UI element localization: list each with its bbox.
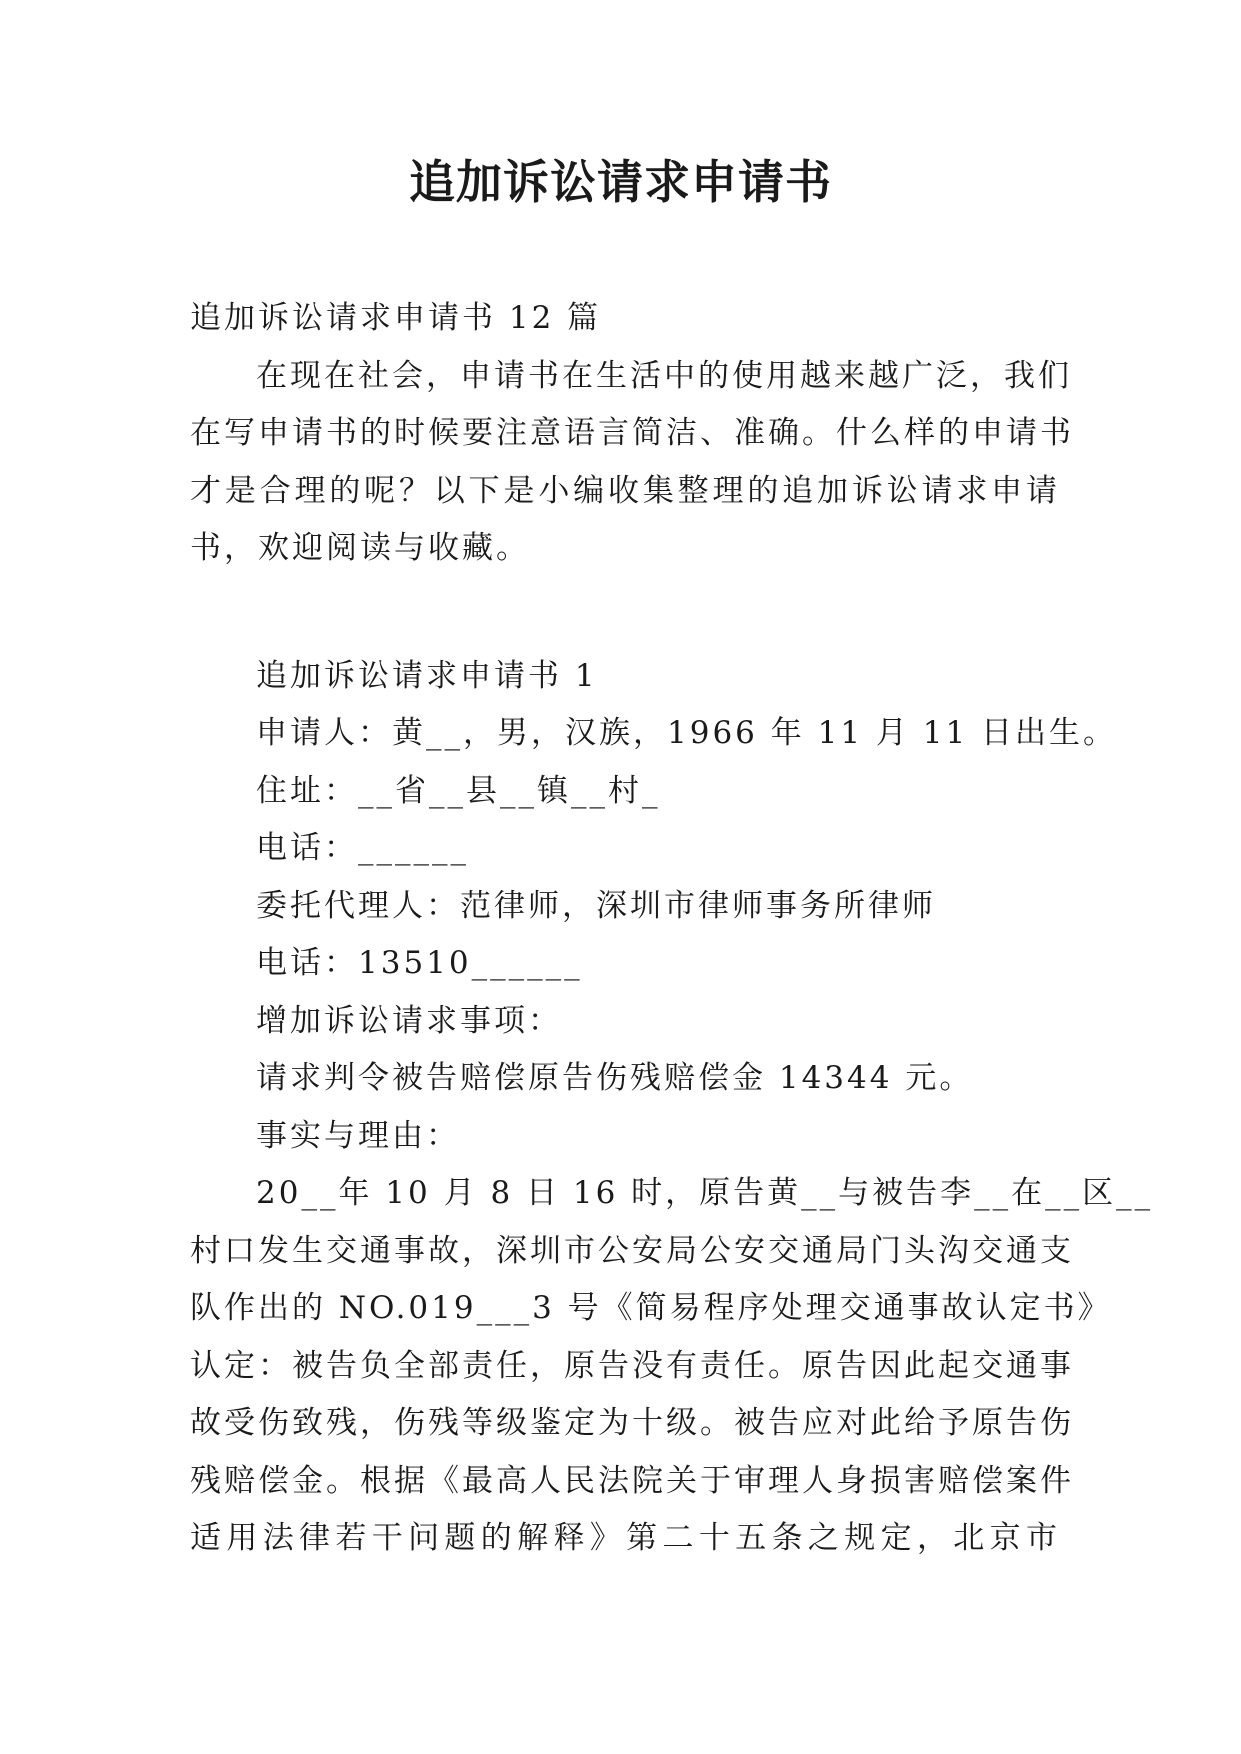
document-subtitle: 追加诉讼请求申请书 12 篇 [190,300,602,336]
intro-line: 才是合理的呢？以下是小编收集整理的追加诉讼请求申请 [190,472,1060,509]
field-applicant: 申请人：黄__，男，汉族，1966 年 11 月 11 日出生。 [256,715,1118,751]
document-body [190,290,1154,1568]
facts-line: 队作出的 NO.019___3 号《简易程序处理交通事故认定书》 [190,1290,1112,1326]
facts-line: 村口发生交通事故，深圳市公安局公安交通局门头沟交通支 [190,1232,1074,1269]
facts-line: 故受伤致残，伤残等级鉴定为十级。被告应对此给予原告伤 [190,1405,1074,1441]
section-gap [190,578,1060,648]
facts-line: 20__年 10 月 8 日 16 时，原告黄__与被告李__在__区__ [256,1175,1154,1211]
intro-line: 在现在社会，申请书在生活中的使用越来越广泛，我们 [256,357,1072,394]
field-claim: 请求判令被告赔偿原告伤残赔偿金 14344 元。 [256,1060,974,1096]
document-title: 追加诉讼请求申请书 [409,155,832,209]
intro-line: 在写申请书的时候要注意语言简洁、准确。什么样的申请书 [190,415,1074,451]
field-facts-heading: 事实与理由： [256,1117,460,1154]
field-phone: 电话：______ [256,830,469,866]
intro-line: 书，欢迎阅读与收藏。 [190,530,530,566]
facts-line: 适用法律若干问题的解释》第二十五条之规定，北京市 [190,1520,1060,1556]
section-heading: 追加诉讼请求申请书 1 [256,657,598,694]
field-claims-heading: 增加诉讼请求事项： [256,1002,562,1039]
intro-paragraph [190,348,1074,578]
field-agent-phone: 电话：13510______ [256,945,583,981]
facts-paragraph [190,1165,1154,1568]
field-agent: 委托代理人：范律师，深圳市律师事务所律师 [256,887,936,924]
facts-line: 认定：被告负全部责任，原告没有责任。原告因此起交通事 [190,1347,1074,1384]
field-address: 住址：__省__县__镇__村_ [256,772,661,809]
facts-line: 残赔偿金。根据《最高人民法院关于审理人身损害赔偿案件 [190,1462,1074,1499]
